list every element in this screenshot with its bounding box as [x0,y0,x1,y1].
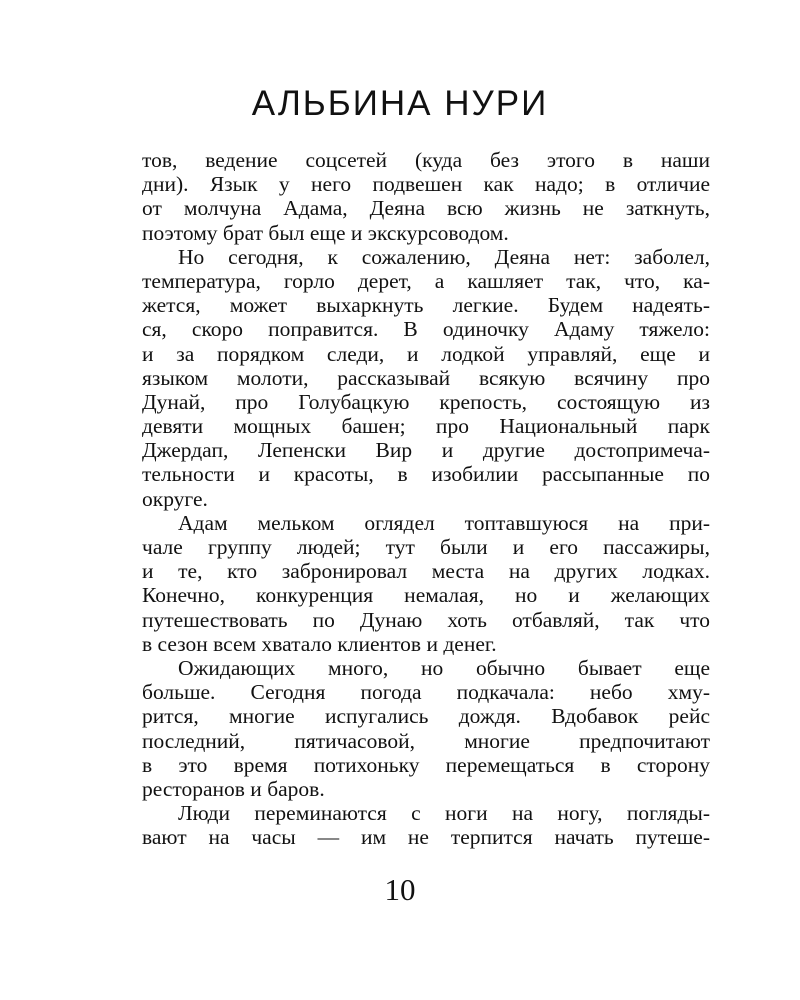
text-line: больше. Сегодня погода подкачала: небо хму- [142,680,710,705]
text-line: вают на часы — им не терпится начать путеше- [142,825,710,850]
text-line: тельности и красоты, в изобилии рассыпанные по [142,462,710,487]
text-line: дни). Язык у него подвешен как надо; в отличие [142,172,710,197]
text-line: последний, пятичасовой, многие предпочитают [142,728,710,753]
text-line: Люди переминаются с ноги на ногу, погляды- [178,801,710,826]
text-line: языком молоти, рассказывай всякую всячину про [142,365,710,390]
text-line: Адам мельком оглядел топтавшуюся на при- [178,510,710,535]
text-line: ся, скоро поправится. В одиночку Адаму тяжело: [142,317,710,342]
text-line: чале группу людей; тут были и его пассажиры, [142,535,710,559]
text-line: Ожидающих много, но обычно бывает еще [178,655,710,680]
text-line: поэтому брат был еще и экскурсоводом. [142,220,509,245]
text-line: округе. [142,486,208,511]
body-text [142,148,710,849]
text-line: и те, кто забронировал места на других лодках. [142,559,710,584]
text-line: рится, многие испугались дождя. Вдобавок рейс [142,704,710,729]
page-number: 10 [384,872,416,907]
text-line: Конечно, конкуренция немалая, но и желающих [142,583,710,608]
text-line: в это время потихоньку перемещаться в сторону [142,752,710,777]
text-line: ресторанов и баров. [142,776,325,801]
text-line: от молчуна Адама, Деяна всю жизнь не заткнуть, [142,196,710,221]
text-line: Но сегодня, к сожалению, Деяна нет: заболел, [178,244,710,269]
text-line: жется, может выхаркнуть легкие. Будем надеять- [142,293,710,318]
text-line: температура, горло дерет, а кашляет так, что, ка- [142,268,710,293]
text-line: девяти мощных башен; про Национальный парк [142,414,710,439]
text-line: и за порядком следи, и лодкой управляй, еще и [142,341,710,366]
text-line: тов, ведение соцсетей (куда без этого в наши [142,148,710,172]
text-line: путешествовать по Дунаю хоть отбавляй, так что [142,607,710,632]
running-header-author: АЛЬБИНА НУРИ [251,84,549,123]
text-line: Дунай, про Голубацкую крепость, состоящую из [142,389,710,414]
text-line: в сезон всем хватало клиентов и денег. [142,631,497,656]
text-line: Джердап, Лепенски Вир и другие достопримеча- [142,438,710,463]
